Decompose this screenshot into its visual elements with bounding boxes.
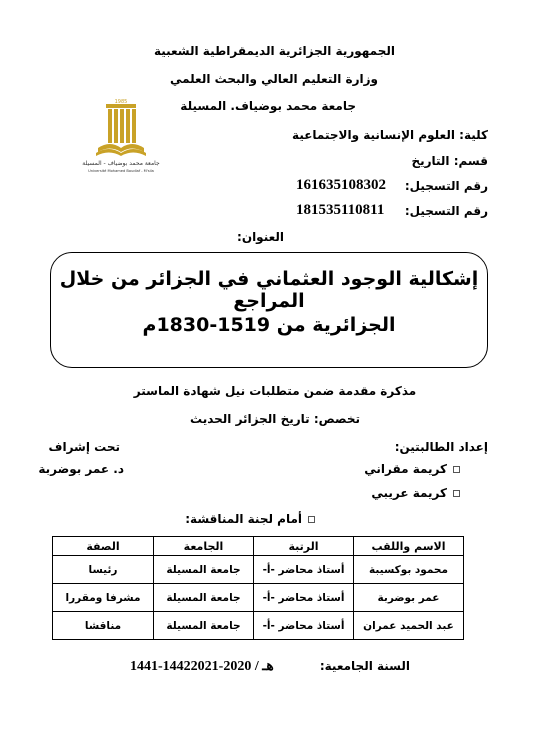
academic-year-value: 1441-1442هـ / 2020-2021 — [130, 659, 274, 674]
cell-name: محمود بوكسيبة — [354, 556, 464, 584]
bullet-icon — [453, 490, 460, 497]
cell-role: رئيسا — [53, 556, 154, 584]
student-name-2: كريمة عريبي — [371, 486, 447, 500]
student-name-1: كريمة مقراني — [364, 462, 447, 476]
cell-name: عمر بوضربة — [354, 584, 464, 612]
student-item-1 — [360, 462, 460, 476]
thesis-title-line-1: إشكالية الوجود العثماني في الجزائر من خلال المراجع — [59, 268, 479, 312]
header-rank: الرتبة — [254, 537, 354, 556]
thesis-title-line-2: الجزائرية من 1519-1830م — [142, 314, 396, 336]
cell-rank: أستاذ محاضر -أ- — [254, 556, 354, 584]
academic-year-label: السنة الجامعية: — [319, 659, 410, 673]
specialty-line: تخصص: تاريخ الجزائر الحديث — [190, 412, 360, 426]
bullet-icon — [308, 516, 315, 523]
cell-university: جامعة المسيلة — [154, 556, 254, 584]
committee-table — [52, 536, 464, 640]
cell-rank: أستاذ محاضر -أ- — [254, 612, 354, 640]
registration-line-1 — [296, 177, 488, 197]
ministry-heading: وزارة التعليم العالي والبحث العلمي — [169, 72, 378, 86]
logo-name-fr: Université Mohamed Boudiaf - M'sila — [88, 169, 154, 173]
republic-heading: الجمهورية الجزائرية الديمقراطية الشعبية — [153, 44, 395, 58]
header-name: الاسم واللقب — [354, 537, 464, 556]
cell-university: جامعة المسيلة — [154, 584, 254, 612]
registration-number-1: 161635108302 — [296, 177, 386, 193]
logo-name-ar: جامعة محمد بوضياف - المسيلة — [82, 160, 160, 167]
department-value: التاريخ — [411, 154, 450, 168]
cell-role: مناقشا — [53, 612, 154, 640]
cell-name: عبد الحميد عمران — [354, 612, 464, 640]
supervision-label: تحت إشراف — [48, 440, 120, 454]
registration-label-2: رقم التسجيل: — [404, 204, 488, 218]
student-item-2 — [360, 486, 460, 500]
faculty-line — [250, 128, 488, 142]
university-logo — [68, 96, 178, 176]
university-heading: جامعة محمد بوضياف. المسيلة — [180, 99, 356, 113]
table-row — [53, 584, 464, 612]
table-header-row — [53, 537, 464, 556]
committee-label-text: أمام لجنة المناقشة: — [185, 512, 302, 526]
supervisor-name: د. عمر بوضربة — [38, 462, 124, 476]
department-line — [350, 154, 488, 168]
cell-role: مشرفا ومقررا — [53, 584, 154, 612]
registration-number-2: 181535110811 — [296, 202, 385, 218]
committee-label — [185, 512, 315, 526]
faculty-value: العلوم الإنسانية والاجتماعية — [292, 128, 455, 142]
header-role: الصفة — [53, 537, 154, 556]
registration-label-1: رقم التسجيل: — [404, 179, 488, 193]
table-row — [53, 612, 464, 640]
cell-university: جامعة المسيلة — [154, 612, 254, 640]
bullet-icon — [453, 466, 460, 473]
academic-year-line — [130, 658, 410, 678]
logo-year: 1985 — [114, 99, 128, 105]
header-university: الجامعة — [154, 537, 254, 556]
cell-rank: أستاذ محاضر -أ- — [254, 584, 354, 612]
department-label: قسم: — [453, 154, 488, 168]
registration-line-2 — [296, 202, 488, 222]
memo-statement: مذكرة مقدمة ضمن متطلبات نيل شهادة الماستر — [133, 384, 417, 398]
prepared-by-label: إعداد الطالبتين: — [394, 440, 488, 454]
university-logo-icon — [68, 96, 178, 176]
faculty-label: كلية: — [459, 128, 488, 142]
table-row — [53, 556, 464, 584]
title-label: العنوان: — [237, 230, 284, 244]
